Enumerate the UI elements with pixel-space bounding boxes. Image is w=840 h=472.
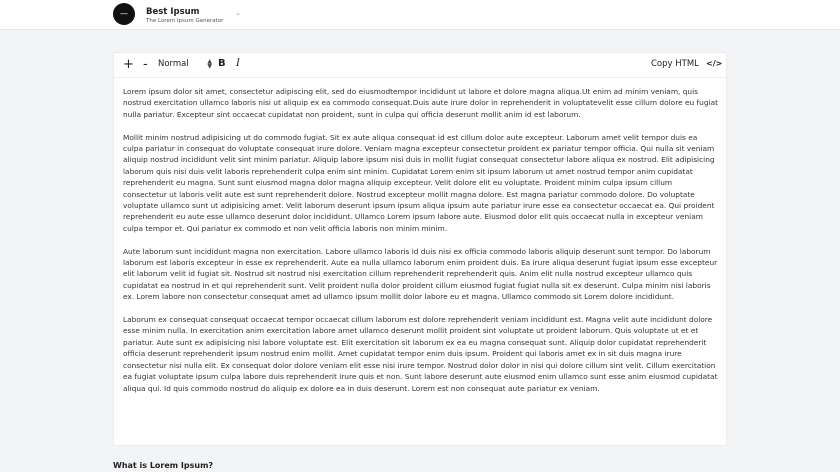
editor-toolbar bbox=[114, 53, 726, 78]
code-icon[interactable]: </> bbox=[706, 59, 723, 68]
paragraph: Lorem ipsum dolor sit amet, consectetur adipiscing elit, sed do eiusmodtempor incididunt ut labore et dolore magna aliqua.Ut enim ad minim veniam, quis nostrud exercitation ullamco laboris nisi ut aliquip ex ea commodo consequat.Duis aute irure dolor in reprehenderit in voluptatevelit esse cillum dolore eu fugiat nulla pariatur. Excepteur sint occaecat cupidatat non proident, sunt in culpa qui officia deserunt mollit anim id est laborum. bbox=[123, 87, 719, 119]
copy-html-button[interactable]: Copy HTML bbox=[651, 59, 699, 69]
section-heading: What is Lorem Ipsum? bbox=[113, 461, 214, 470]
logo-glyph: — bbox=[120, 9, 128, 18]
editor-content[interactable] bbox=[123, 86, 718, 405]
brand-title[interactable]: Best Ipsum bbox=[146, 7, 200, 17]
paragraph: Laborum ex consequat consequat occaecat tempor occaecat cillum laborum est dolore reprehenderit veniam incididunt est. Magna velit aute incididunt dolore esse minim nulla. In exercitation anim exercitation labore amet ullamco deserunt mollit proident sint voluptate ut proident laborum. Quis voluptate ut et et pariatur. Aute sunt ex adipisicing nisi labore voluptate est. Elit exercitation sit laborum ex ea eu magna consequat sunt. Aliquip dolor cupidatat reprehenderit officia deserunt reprehenderit ipsum nostrud enim mollit. Amet cupidatat tempor enim duis ipsum. Proident qui laboris amet ex in sit duis magna irure consectetur nisi nulla elit. Ex consequat dolor dolore veniam elit esse nisi irure tempor. Nostrud dolor dolor in nisi qui dolore cillum sint velit. Cillum exercitation ea fugiat voluptate ipsum culpa labore duis reprehenderit irure quis et non. Sunt labore deserunt aute eiusmod enim ullamco sunt esse anim eiusmod cupidatat aliqua qui. Id quis commodo nostrud do aliquip ex dolore ea in duis deserunt. Lorem est non consequat aute pariatur ex veniam. bbox=[123, 315, 718, 393]
brand-subtitle: The Lorem Ipsum Generator bbox=[146, 18, 224, 24]
bold-button[interactable]: B bbox=[218, 58, 226, 69]
paragraph: Mollit minim nostrud adipisicing ut do commodo fugiat. Sit ex aute aliqua consequat id est cillum dolor aute excepteur. Laborum amet velit tempor duis ea culpa pariatur in consequat do voluptate consequat irure dolore. Veniam magna excepteur consectetur proident ex pariatur tempor officia. Qui nulla sit veniam aliquip nostrud incididunt velit sint minim pariatur. Aliquip labore ipsum nisi duis in mollit fugiat consequat consectetur labore aliqua ex nostrud. Elit adipisicing laborum quis nisi duis velit laboris reprehenderit culpa enim sint minim. Cupidatat Lorem enim sit ipsum laborum ut amet nostrud tempor anim cupidatat reprehenderit eu magna. Sunt sunt eiusmod magna dolor magna aliquip excepteur. Velit dolore elit eu voluptate. Proident minim culpa ipsum cillum consectetur ut laboris velit aute est sunt reprehenderit dolore. Nostrud excepteur mollit magna dolore. Est magna pariatur commodo dolore. Do voluptate voluptate ullamco sunt ut adipisicing amet. Velit laborum deserunt ipsum ipsum aliqua ipsum aute pariatur irure esse ea consectetur occaecat ea. Qui proident reprehenderit eu aute esse ullamco deserunt dolor incididunt. Ullamco Lorem ipsum labore aute. Eiusmod dolor elit quis occaecat nulla in excepteur veniam culpa tempor et. Qui pariatur ex commodo et non velit officia laboris non minim minim. bbox=[123, 132, 715, 233]
paragraph: Aute laborum sunt incididunt magna non exercitation. Labore ullamco laboris id duis nisi ex officia commodo laboris aliquip deserunt sunt tempor. Do laborum laborum est laboris excepteur in esse ex reprehenderit. Aute ea nulla ullamco laborum enim proident duis. Ea irure aliqua deserunt fugiat ipsum esse excepteur elit laborum velit id fugiat sit. Nostrud sit nostrud nisi exercitation cillum reprehenderit reprehenderit quis. Anim elit nulla nostrud excepteur ullamco quis cupidatat ea nostrud in et qui reprehenderit sunt. Velit proident nulla dolor proident cillum eiusmod fugiat fugiat nulla sit ex deserunt. Culpa minim nisi laboris ex. Lorem labore non consectetur consequat amet ad ullamco ipsum mollit dolor labore eu et magna. Ullamco commodo sit Lorem dolore incididunt. bbox=[123, 246, 718, 302]
select-arrows-icon: ▲ ▼ bbox=[207, 58, 212, 70]
decrease-paragraphs-button[interactable]: - bbox=[143, 57, 148, 72]
site-header bbox=[0, 0, 840, 30]
italic-button[interactable]: I bbox=[236, 58, 240, 69]
text-editor bbox=[113, 52, 727, 446]
text-style-select[interactable] bbox=[158, 59, 212, 69]
text-style-value: Normal bbox=[158, 59, 189, 69]
chevron-down-icon[interactable]: ⌄ bbox=[235, 9, 241, 17]
logo-icon[interactable] bbox=[113, 3, 135, 25]
increase-paragraphs-button[interactable]: + bbox=[123, 57, 134, 72]
